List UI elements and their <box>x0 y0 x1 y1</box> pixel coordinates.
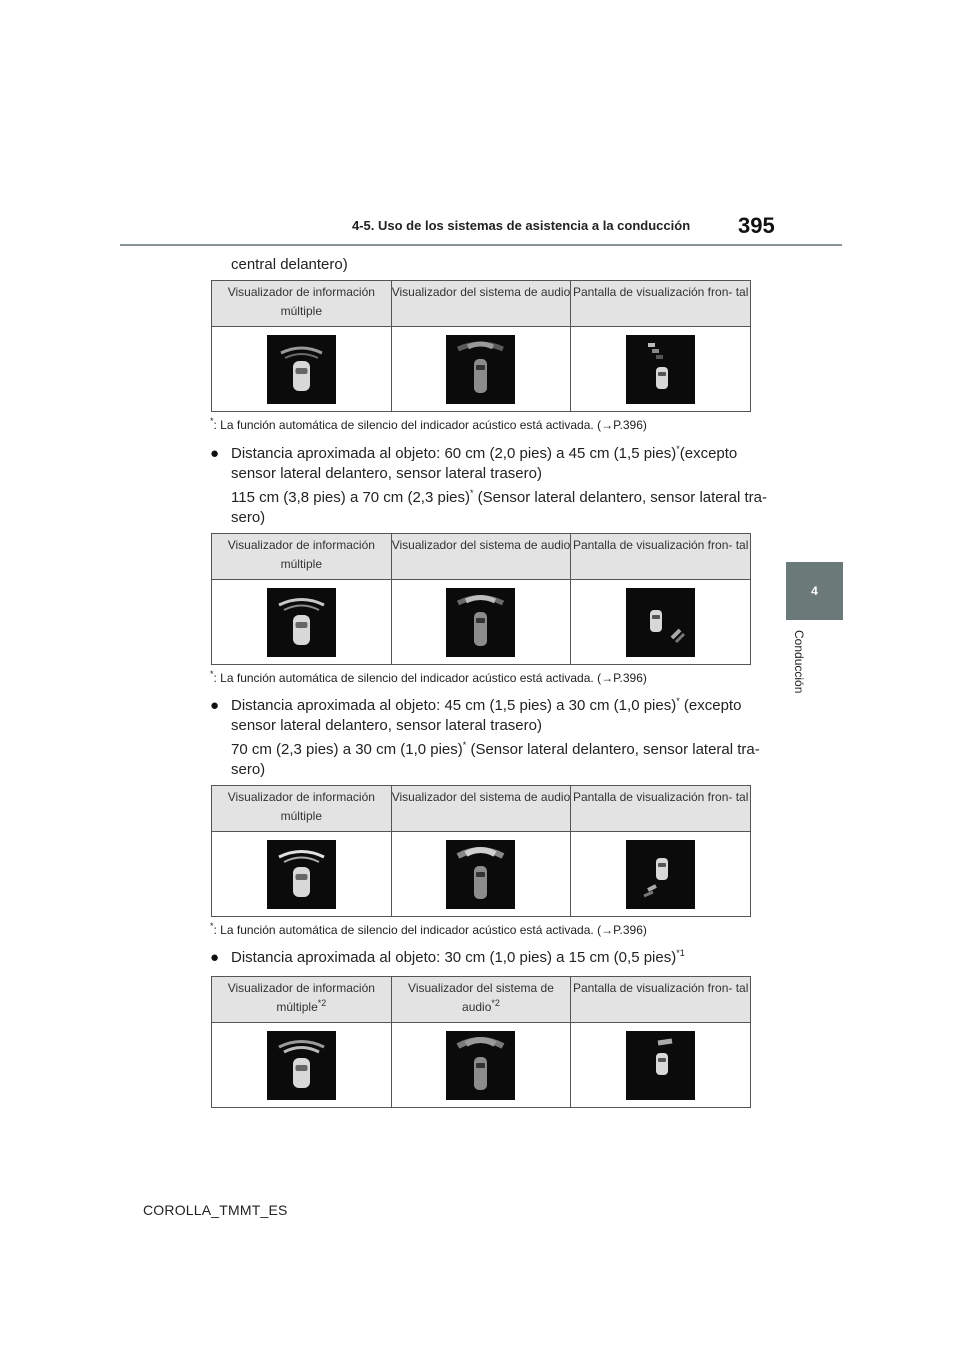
section-title: 4-5. Uso de los sistemas de asistencia a la conducción <box>352 218 691 233</box>
item2-line2: sensor lateral delantero, sensor lateral trasero) <box>231 717 542 734</box>
multi-info-display-image <box>267 1031 336 1100</box>
item2-line4: sero) <box>231 761 266 778</box>
header-hud: Pantalla de visualización fron- tal <box>571 281 751 327</box>
header-rule <box>120 244 842 246</box>
header-hud: Pantalla de visualización fron- tal <box>571 977 751 1023</box>
chapter-label: Conducción <box>792 630 806 694</box>
hud-display-image <box>626 588 695 657</box>
header-hud: Pantalla de visualización fron- tal <box>571 534 751 580</box>
header-audio: Visualizador del sistema de audio <box>391 534 571 580</box>
document-code: COROLLA_TMMT_ES <box>143 1202 288 1218</box>
multi-info-display-image <box>267 840 336 909</box>
item1-line1: Distancia aproximada al objeto: 60 cm (2,0 pies) a 45 cm (1,5 pies)*(excepto <box>231 444 738 462</box>
footnote-1: *: La función automática de silencio del indicador acústico está activada. (→P.396) <box>210 416 647 432</box>
bullet-2: ● <box>210 697 220 714</box>
header-multi-info: Visualizador de información múltiple <box>212 534 392 580</box>
item1-line3: 115 cm (3,8 pies) a 70 cm (2,3 pies)* (Sensor lateral delantero, sensor lateral tra- <box>231 488 767 506</box>
bullet-3: ● <box>210 949 220 966</box>
hud-display-image <box>626 335 695 404</box>
audio-display-image <box>446 335 515 404</box>
intro-continuation: central delantero) <box>231 256 348 273</box>
display-table-2 <box>211 533 751 665</box>
item2-line1: Distancia aproximada al objeto: 45 cm (1,5 pies) a 30 cm (1,0 pies)* (excepto <box>231 696 742 714</box>
chapter-number: 4 <box>811 584 818 598</box>
multi-info-display-image <box>267 588 336 657</box>
header-audio: Visualizador del sistema de audio <box>391 281 571 327</box>
hud-display-image <box>626 840 695 909</box>
bullet-1: ● <box>210 445 220 462</box>
audio-display-image <box>446 588 515 657</box>
item3-line1: Distancia aproximada al objeto: 30 cm (1,0 pies) a 15 cm (0,5 pies)$^{*1}$ <box>231 948 685 966</box>
footnote-3: *: La función automática de silencio del indicador acústico está activada. (→P.396) <box>210 921 647 937</box>
hud-display-image <box>626 1031 695 1100</box>
chapter-tab <box>786 562 843 620</box>
item1-line2: sensor lateral delantero, sensor lateral trasero) <box>231 465 542 482</box>
display-table-3 <box>211 785 751 917</box>
audio-display-image <box>446 1031 515 1100</box>
footnote-2: *: La función automática de silencio del indicador acústico está activada. (→P.396) <box>210 669 647 685</box>
header-audio: Visualizador del sistema de audio <box>391 786 571 832</box>
item2-line3: 70 cm (2,3 pies) a 30 cm (1,0 pies)* (Sensor lateral delantero, sensor lateral tra- <box>231 740 760 758</box>
header-audio: Visualizador del sistema de audio$^{*2}$ <box>391 977 571 1023</box>
header-multi-info: Visualizador de información múltiple$^{*2}$ <box>212 977 392 1023</box>
display-table-4 <box>211 976 751 1108</box>
header-hud: Pantalla de visualización fron- tal <box>571 786 751 832</box>
item1-line4: sero) <box>231 509 266 526</box>
multi-info-display-image <box>267 335 336 404</box>
page-number: 395 <box>738 213 775 238</box>
header-multi-info: Visualizador de información múltiple <box>212 281 392 327</box>
display-table-1 <box>211 280 751 412</box>
header-multi-info: Visualizador de información múltiple <box>212 786 392 832</box>
audio-display-image <box>446 840 515 909</box>
